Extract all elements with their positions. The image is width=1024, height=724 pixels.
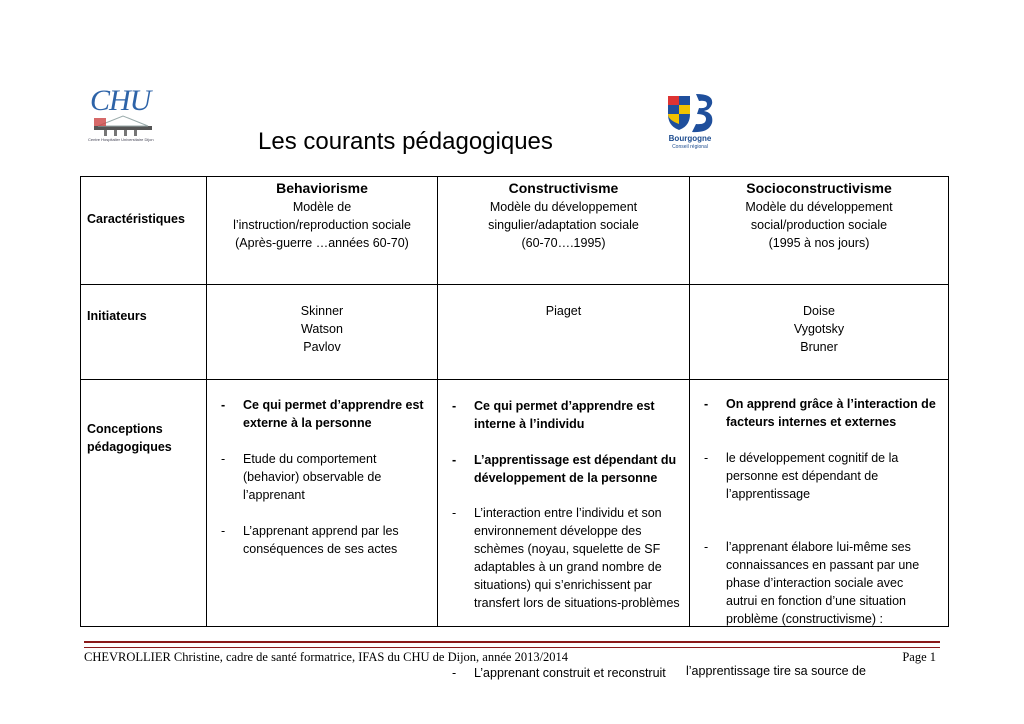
column-title: Constructivisme	[508, 180, 619, 196]
initiator-name: Piaget	[545, 304, 582, 318]
list-item-text: le développement cognitif de la personne est dépendant de l’apprentissage	[726, 451, 899, 501]
footer-page-number: Page 1	[902, 650, 936, 664]
dash-marker: -	[452, 666, 457, 680]
initiator-name: Watson	[301, 322, 343, 336]
list-item	[221, 522, 423, 558]
list-item	[452, 397, 674, 433]
table-row	[81, 177, 949, 285]
initiator-name: Skinner	[300, 304, 344, 318]
chu-building-icon	[94, 114, 152, 136]
column-desc-line: Modèle de	[292, 200, 352, 214]
dash-marker: -	[452, 453, 457, 467]
bourgogne-logo	[662, 92, 722, 154]
footer-author: CHEVROLLIER Christine, cadre de santé formatrice, IFAS du CHU de Dijon, année 2013/2014	[84, 650, 569, 664]
dash-marker: -	[704, 540, 709, 554]
list-item-text: L’apprenant construit et reconstruit	[474, 666, 666, 680]
footer-divider	[84, 641, 940, 648]
column-title: Socioconstructivisme	[746, 180, 892, 196]
initiator-name: Pavlov	[303, 340, 341, 354]
column-header-constructivism	[438, 177, 690, 285]
conceptions-behaviorism	[207, 380, 438, 627]
initiators-socioconstructivism	[690, 285, 949, 380]
list-item	[452, 504, 686, 612]
page-title: Les courants pédagogiques	[258, 128, 553, 155]
list-item-text: Ce qui permet d’apprendre est externe à la personne	[243, 398, 424, 430]
dash-marker: -	[221, 398, 226, 412]
column-desc-line: l’instruction/reproduction sociale	[233, 218, 411, 232]
list-item	[704, 538, 936, 628]
column-desc-line: social/production sociale	[750, 218, 888, 232]
region-name: Bourgogne	[668, 134, 712, 143]
list-item-text: L’interaction entre l’individu et son environnement développe des schèmes (noyau, squelette de SF adaptables à un grand nombre de situations) qui s’enrichissent par transfert lors de situations-problèmes	[474, 506, 680, 610]
column-desc-line: singulier/adaptation sociale	[488, 218, 639, 232]
list-item	[452, 451, 684, 487]
chu-logo	[86, 84, 160, 148]
column-desc-line: Modèle du développement	[745, 200, 893, 214]
list-item-text: L’apprentissage est dépendant du développement de la personne	[474, 453, 677, 485]
row-label-initiators: Initiateurs	[81, 285, 207, 380]
initiator-name: Bruner	[800, 340, 838, 354]
row-label-conceptions: Conceptions pédagogiques	[81, 380, 207, 627]
dash-marker: -	[221, 452, 226, 466]
list-item	[221, 450, 403, 504]
column-header-socioconstructivism	[690, 177, 949, 285]
region-subtitle: Conseil régional	[672, 144, 708, 150]
initiators-behaviorism	[207, 285, 438, 380]
list-item-text: l’apprenant élabore lui-même ses connaissances en passant par une phase d’interaction sociale avec autrui en fonction d’une situation problème (constructivisme) :	[726, 540, 920, 626]
dash-marker: -	[452, 506, 457, 520]
table-row	[81, 285, 949, 380]
list-item-text: Etude du comportement (behavior) observable de l’apprenant	[243, 452, 382, 502]
column-header-behaviorism	[207, 177, 438, 285]
chu-logo-text: CHU	[90, 84, 151, 117]
list-item	[704, 449, 926, 503]
row-label-characteristics: Caractéristiques	[81, 177, 207, 285]
list-item-text: L’apprenant apprend par les conséquences de ses actes	[243, 524, 399, 556]
list-item-text: l’apprentissage tire sa source de	[686, 664, 866, 678]
column-desc-line: (Après-guerre …années 60-70)	[235, 236, 409, 250]
column-desc-line: Modèle du développement	[489, 200, 638, 214]
list-item	[221, 396, 428, 432]
list-item	[704, 395, 936, 431]
chu-logo-subtitle: Centre Hospitalier Universitaire Dijon	[88, 137, 154, 142]
dash-marker: -	[452, 399, 457, 413]
dash-marker: -	[704, 397, 709, 411]
bourgogne-crest-icon	[666, 92, 716, 134]
list-item-text: Ce qui permet d’apprendre est interne à l’individu	[474, 399, 655, 431]
initiators-constructivism	[438, 285, 690, 380]
column-title: Behaviorisme	[276, 180, 368, 196]
column-desc-line: (1995 à nos jours)	[768, 236, 870, 250]
list-item-text: On apprend grâce à l’interaction de facteurs internes et externes	[726, 397, 936, 429]
conceptions-constructivism	[438, 380, 690, 680]
initiator-name: Vygotsky	[793, 322, 845, 336]
column-desc-line: (60-70….1995)	[521, 236, 606, 250]
dash-marker: -	[704, 451, 709, 465]
initiator-name: Doise	[803, 304, 835, 318]
list-item	[452, 664, 694, 682]
table-row	[81, 380, 949, 627]
dash-marker: -	[221, 524, 226, 538]
